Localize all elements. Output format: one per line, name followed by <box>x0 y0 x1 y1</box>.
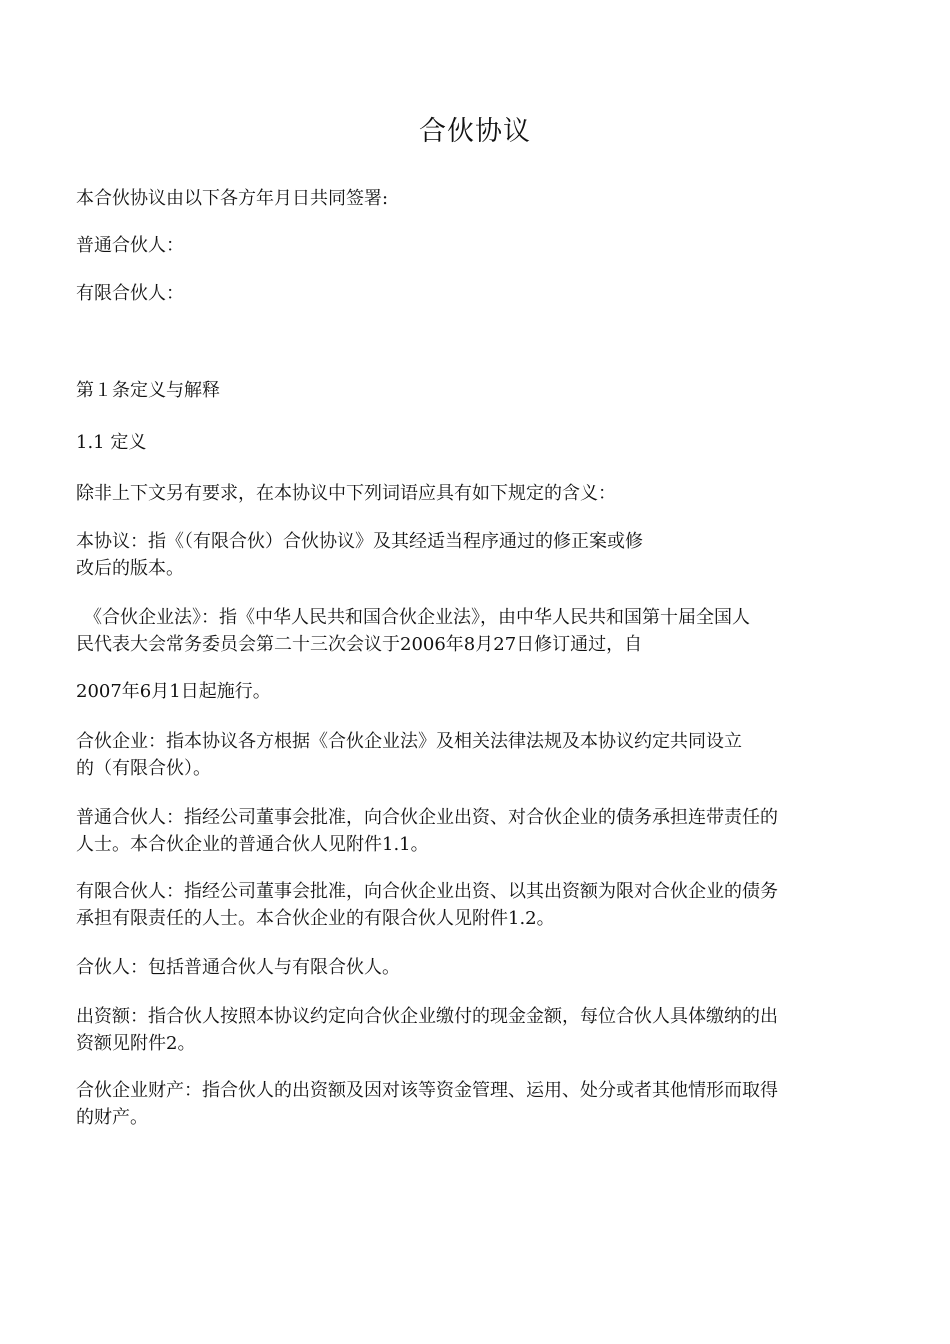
paragraph-line: 承担有限责任的人士。本合伙企业的有限合伙人见附件1.2。 <box>76 908 555 929</box>
paragraph-line: 有限合伙人：指经公司董事会批准，向合伙企业出资、以其出资额为限对合伙企业的债务 <box>76 881 778 902</box>
paragraph-line: 的财产。 <box>76 1107 148 1128</box>
document-title: 合伙协议 <box>419 116 531 147</box>
intro-line: 本合伙协议由以下各方年月日共同签署: <box>76 188 389 209</box>
limited-partner-line: 有限合伙人： <box>76 283 184 304</box>
paragraph-line: 改后的版本。 <box>76 558 184 579</box>
paragraph-line: 合伙企业财产：指合伙人的出资额及因对该等资金管理、运用、处分或者其他情形而取得 <box>76 1080 778 1101</box>
paragraph-line: 2007年6月1日起施行。 <box>76 681 271 702</box>
paragraph-line: 合伙企业：指本协议各方根据《合伙企业法》及相关法律法规及本协议约定共同设立 <box>76 731 742 752</box>
paragraph-line: 出资额：指合伙人按照本协议约定向合伙企业缴付的现金金额，每位合伙人具体缴纳的出 <box>76 1006 778 1027</box>
paragraph-line: 除非上下文另有要求，在本协议中下列词语应具有如下规定的含义： <box>76 483 616 504</box>
paragraph-line: 普通合伙人：指经公司董事会批准，向合伙企业出资、对合伙企业的债务承担连带责任的 <box>76 807 778 828</box>
general-partner-line: 普通合伙人： <box>76 235 184 256</box>
paragraph-line: 合伙人：包括普通合伙人与有限合伙人。 <box>76 957 400 978</box>
paragraph-line: 《合伙企业法》：指《中华人民共和国合伙企业法》，由中华人民共和国第十届全国人 <box>84 607 750 628</box>
paragraph-line: 人士。本合伙企业的普通合伙人见附件1.1。 <box>76 834 429 855</box>
paragraph-line: 本协议：指《（有限合伙）合伙协议》及其经适当程序通过的修正案或修 <box>76 531 643 552</box>
paragraph-line: 资额见附件2。 <box>76 1033 196 1054</box>
section-heading: 1.1 定义 <box>76 432 147 453</box>
article-heading: 第１条定义与解释 <box>76 380 220 401</box>
paragraph-line: 的（有限合伙）。 <box>76 758 211 779</box>
paragraph-line: 民代表大会常务委员会第二十三次会议于2006年8月27日修订通过，自 <box>76 634 643 655</box>
